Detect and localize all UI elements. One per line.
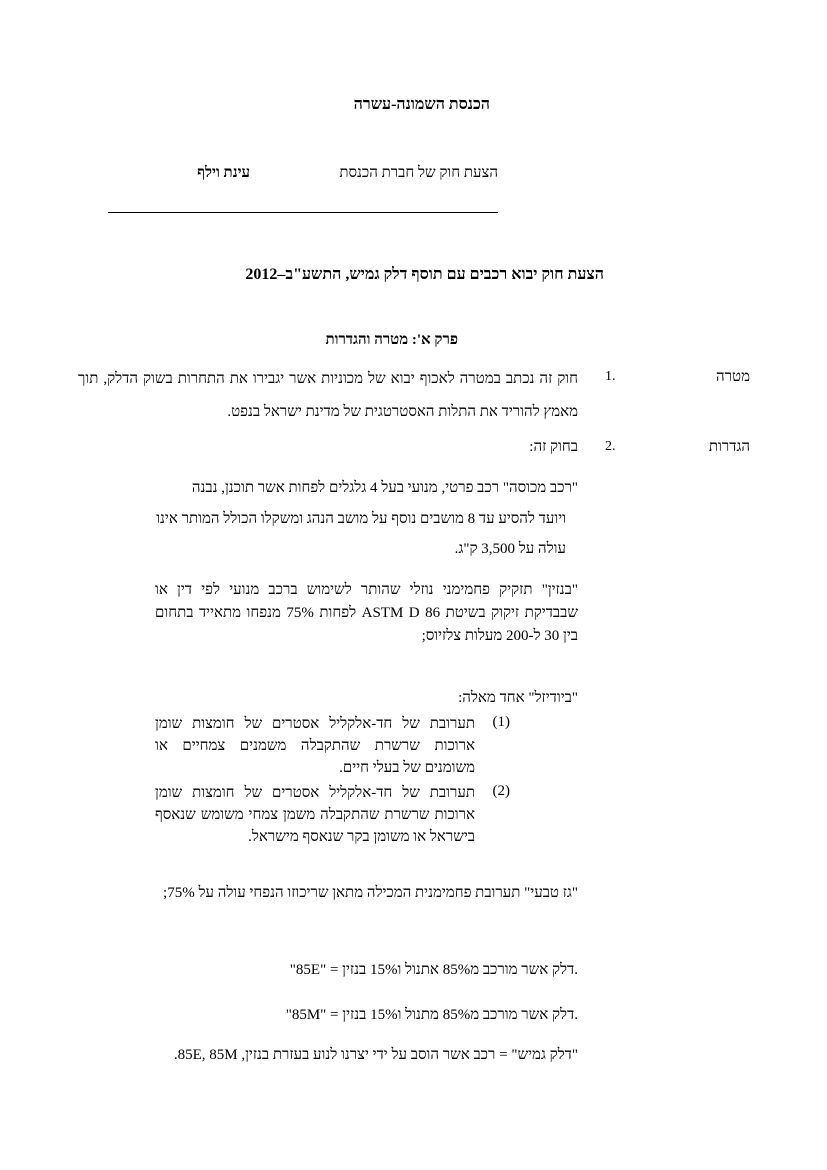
definition-biodiesel-intro: "ביודיזל" אחד מאלה: bbox=[458, 690, 578, 706]
biodiesel-item-1-number: (1) bbox=[492, 714, 510, 730]
definition-natural-gas: "גז טבעי" תערובת פחמימנית המכילה מתאן שריכוזו הנפחי עולה על 75%; bbox=[163, 885, 578, 901]
section-1-margin-title: מטרה bbox=[716, 369, 750, 385]
definition-flex-fuel: "דלק גמיש" = רכב אשר הוסב על ידי יצרנו לנוע בעזרת בנזין, 85E, 85M. bbox=[173, 1047, 578, 1063]
definition-private-car-line-1: "רכב מכוסה" רכב פרטי, מנועי בעל 4 גלגלים לפחות אשר תוכנן, נבנה bbox=[191, 480, 578, 496]
knesset-title: הכנסת השמונה-עשרה bbox=[353, 96, 490, 113]
biodiesel-item-2-number: (2) bbox=[492, 783, 510, 799]
header-divider bbox=[108, 212, 498, 213]
section-1-number: 1. bbox=[605, 369, 616, 384]
biodiesel-item-2-text: תערובת של חד-אלקליל אסטרים של חומצות שומן ארוכות שרשרת שהתקבלה משמן צמחי משומש שנאסף בישראל או משומן בקר שנאסף מישראל. bbox=[155, 785, 475, 845]
definition-gasoline: "בנזין" תזקיק פחמימני נוזלי שהותר לשימוש ברכב מנועי לפי דין או שבבדיקת זיקוק בשיטת ASTM D 86 לפחות 75% מנפחו מתאייד בתחום בין 30 ל-200 מעלות צלזיוס; bbox=[155, 582, 578, 644]
section-2-number: 2. bbox=[605, 439, 616, 454]
bill-title: הצעת חוק יבוא רכבים עם תוסף דלק גמיש, התשע"ב–2012 bbox=[245, 266, 604, 283]
biodiesel-item-1-text: תערובת של חד-אלקליל אסטרים של חומצות שומן ארוכות שרשרת שהתקבלה משמנים צמחיים או משומנים של בעלי חיים. bbox=[155, 716, 475, 776]
member-name: עינת וילף bbox=[197, 165, 250, 181]
section-2-margin-title: הגדרות bbox=[708, 439, 750, 455]
section-2-text: בחוק זה: bbox=[529, 439, 578, 455]
definition-private-car-line-3: עולה על 3,500 ק"ג. bbox=[454, 541, 566, 557]
bill-by-label: הצעת חוק של חברת הכנסת bbox=[339, 165, 498, 181]
definition-e85: "85E" = דלק אשר מורכב מ85% אתנול ו15% בנזין. bbox=[289, 962, 578, 978]
definition-m85: "85M" = דלק אשר מורכב מ85% מתנול ו15% בנזין. bbox=[285, 1007, 578, 1023]
definition-private-car-line-2: ויועד להסיע עד 8 מושבים נוסף על מושב הנהג ומשקלו הכולל המותר אינו bbox=[156, 511, 566, 527]
chapter-title: פרק א': מטרה והגדרות bbox=[325, 332, 458, 348]
section-1-text: חוק זה נכתב במטרה לאכוף יבוא של מכוניות אשר יגבירו את התחרות בשוק הדלק, תוך מאמץ להוריד את התלות האסטרטגית של מדינת ישראל בנפט. bbox=[78, 371, 578, 420]
